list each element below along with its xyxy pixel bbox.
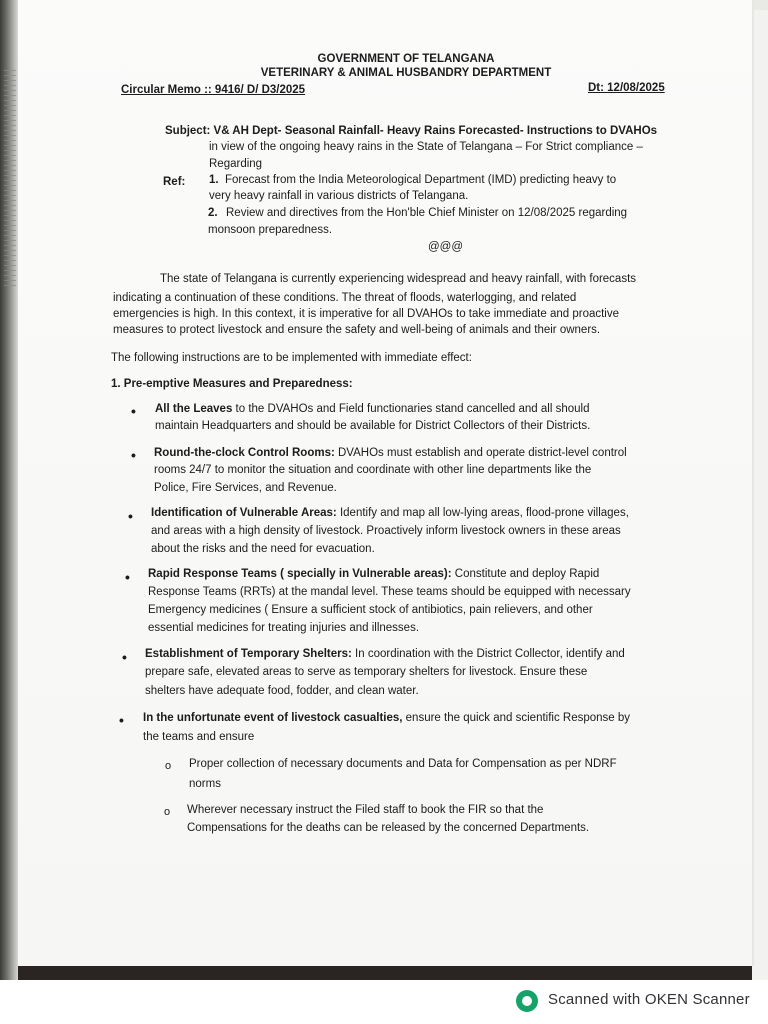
sub-bullet-2-line-1: Wherever necessary instruct the Filed staff to book the FIR so that the	[187, 804, 544, 816]
binding-marks	[4, 70, 16, 290]
bullet-dot: •	[119, 712, 124, 728]
bullet-2-line-2: rooms 24/7 to monitor the situation and coordinate with other line departments like the	[154, 464, 592, 476]
bullet-5-line-3: shelters have adequate food, fodder, and clean water.	[145, 685, 419, 697]
ref-1-line-1: Forecast from the India Meteorological Department (IMD) predicting heavy to	[225, 174, 617, 186]
subject-line-2: in view of the ongoing heavy rains in the State of Telangana – For Strict compliance –	[209, 141, 643, 153]
ref-1-number: 1.	[209, 174, 219, 186]
bullet-3-line-3: about the risks and the need for evacuation.	[151, 543, 375, 555]
government-title: GOVERNMENT OF TELANGANA	[317, 53, 495, 65]
bullet-3-line-1: Identification of Vulnerable Areas: Identify and map all low-lying areas, flood-prone villages,	[151, 507, 629, 519]
bullet-6-line-2: the teams and ensure	[143, 731, 255, 743]
scan-bottom-edge	[18, 966, 752, 980]
ref-1-line-2: very heavy rainfall in various districts of Telangana.	[209, 190, 469, 202]
bullet-2-line-1: Round-the-clock Control Rooms: DVAHOs must establish and operate district-level control	[154, 447, 627, 459]
sub-bullet-circle: o	[165, 760, 172, 772]
bullet-dot: •	[131, 403, 136, 419]
bullet-1-line-2: maintain Headquarters and should be available for District Collectors of their Districts.	[155, 420, 591, 432]
sub-bullet-circle: o	[164, 806, 171, 818]
separator-marks: @@@	[428, 241, 464, 253]
ref-2-line-1: Review and directives from the Hon'ble Chief Minister on 12/08/2025 regarding	[226, 207, 628, 219]
bullet-4-line-3: Emergency medicines ( Ensure a sufficient stock of antibiotics, pain relievers, and other	[148, 604, 593, 616]
bullet-dot: •	[128, 508, 133, 524]
intro-line-4: measures to protect livestock and ensure the safety and well-being of animals and their owners.	[113, 324, 601, 336]
section-1-title: 1. Pre-emptive Measures and Preparedness:	[111, 378, 353, 390]
subject-line-3: Regarding	[209, 158, 263, 170]
sub-bullet-1-line-1: Proper collection of necessary documents and Data for Compensation as per NDRF	[189, 758, 617, 770]
department-title: VETERINARY & ANIMAL HUSBANDRY DEPARTMENT	[260, 67, 552, 79]
bullet-5-line-2: prepare safe, elevated areas to serve as temporary shelters for livestock. Ensure these	[145, 666, 588, 678]
bullet-4-line-4: essential medicines for treating injuries and illnesses.	[148, 622, 420, 634]
sub-bullet-2-line-2: Compensations for the deaths can be released by the concerned Departments.	[187, 822, 590, 834]
bullet-4-line-1: Rapid Response Teams ( specially in Vulnerable areas): Constitute and deploy Rapid	[148, 568, 600, 580]
bullet-4-line-2: Response Teams (RRTs) at the mandal level. These teams should be equipped with necessary	[148, 586, 631, 598]
bullet-6-line-1: In the unfortunate event of livestock casualties, ensure the quick and scientific Response by	[143, 712, 631, 724]
instructions-lead: The following instructions are to be implemented with immediate effect:	[111, 352, 472, 364]
scanner-watermark: Scanned with OKEN Scanner	[548, 991, 750, 1008]
bullet-dot: •	[122, 649, 127, 665]
bullet-dot: •	[131, 447, 136, 463]
bullet-2-line-3: Police, Fire Services, and Revenue.	[154, 482, 337, 494]
ref-2-line-2: monsoon preparedness.	[208, 224, 333, 236]
intro-line-2: indicating a continuation of these conditions. The threat of floods, waterlogging, and related	[113, 292, 577, 304]
ref-2-number: 2.	[208, 207, 218, 219]
ref-label: Ref:	[163, 176, 186, 188]
bullet-dot: •	[125, 569, 130, 585]
bullet-1-line-1: All the Leaves to the DVAHOs and Field functionaries stand cancelled and all should	[155, 403, 590, 415]
bullet-5-line-1: Establishment of Temporary Shelters: In coordination with the District Collector, identify and	[145, 648, 625, 660]
memo-date: Dt: 12/08/2025	[588, 82, 665, 94]
circular-memo-number: Circular Memo :: 9416/ D/ D3/2025	[121, 84, 306, 96]
intro-line-3: emergencies is high. In this context, it is imperative for all DVAHOs to take immediate and proactive	[113, 308, 620, 320]
bullet-3-line-2: and areas with a high density of livestock. Proactively inform livestock owners in these areas	[151, 525, 621, 537]
subject-line-1: Subject: V& AH Dept- Seasonal Rainfall- Heavy Rains Forecasted- Instructions to DVAHOs	[165, 125, 658, 137]
intro-line-1: The state of Telangana is currently experiencing widespread and heavy rainfall, with forecasts	[160, 273, 637, 285]
sub-bullet-1-line-2: norms	[189, 778, 221, 790]
scanner-logo-icon	[516, 990, 538, 1012]
